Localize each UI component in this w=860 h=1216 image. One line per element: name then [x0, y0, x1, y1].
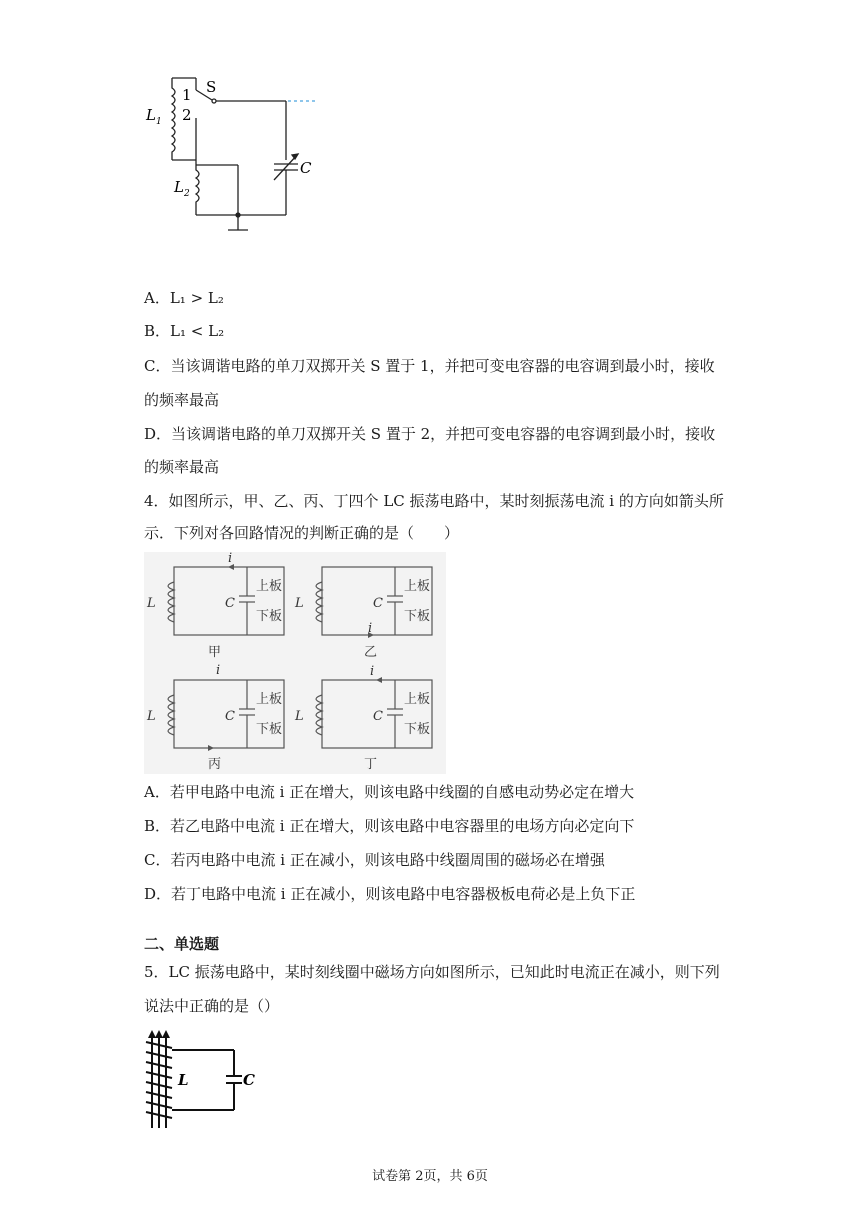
circuit-jia-l-label: L [147, 596, 156, 611]
circuit-bing-l-label: L [147, 709, 156, 724]
circuit-ding-bottom-plate: 下板 [404, 722, 431, 737]
terminal-2-label: 2 [182, 106, 192, 124]
q4-option-d: D．若丁电路中电流 i 正在减小，则该电路中电容器极板电荷必是上负下正 [144, 885, 636, 903]
circuit-ding-top-plate: 上板 [404, 692, 431, 707]
q4-stem-line2: 示．下列对各回路情况的判断正确的是（ ） [144, 524, 460, 542]
circuit-yi-top-plate: 上板 [404, 579, 431, 594]
circuit-yi-bottom-plate: 下板 [404, 609, 431, 624]
q4-stem-line1: 4．如图所示，甲、乙、丙、丁四个 LC 振荡电路中，某时刻振荡电流 i 的方向如箭头所 [144, 492, 724, 510]
page-footer: 试卷第 2页，共 6页 [372, 1169, 488, 1184]
q5-stem-line2: 说法中正确的是（） [144, 997, 280, 1015]
circuit-ding-l-label: L [295, 709, 304, 724]
capacitor-c-label: C [243, 1071, 255, 1089]
circuit-jia-name: 甲 [208, 645, 222, 660]
circuit-ding-c-label: C [373, 709, 383, 724]
switch-label: S [206, 78, 217, 96]
q3-option-c-line1: C．当该调谐电路的单刀双掷开关 S 置于 1，并把可变电容器的电容调到最小时，接收 [144, 357, 715, 375]
circuit-bing-current-label: i [216, 663, 221, 678]
tuning-circuit-figure [140, 70, 330, 240]
q4-option-c: C．若丙电路中电流 i 正在减小，则该电路中线圈周围的磁场必在增强 [144, 851, 605, 869]
l2-label: $L_2$ [174, 178, 190, 199]
q4-option-a: A．若甲电路中电流 i 正在增大，则该电路中线圈的自感电动势必定在增大 [144, 783, 635, 801]
circuit-yi-current-label: i [368, 621, 373, 636]
circuit-bing-c-label: C [225, 709, 235, 724]
circuit-yi-l-label: L [295, 596, 304, 611]
circuit-jia-current-label: i [228, 552, 233, 566]
q5-stem-line1: 5．LC 振荡电路中，某时刻线圈中磁场方向如图所示，已知此时电流正在减小，则下列 [144, 963, 720, 981]
q4-option-b: B．若乙电路中电流 i 正在增大，则该电路中电容器里的电场方向必定向下 [144, 817, 635, 835]
circuit-bing-bottom-plate: 下板 [256, 722, 283, 737]
coil-magnetic-field-figure [140, 1030, 260, 1130]
q3-option-a: A．L₁ > L₂ [144, 289, 224, 307]
terminal-1-label: 1 [182, 86, 192, 104]
circuit-bing-top-plate: 上板 [256, 692, 283, 707]
four-lc-circuits-figure [144, 552, 446, 774]
q3-option-d-line1: D．当该调谐电路的单刀双掷开关 S 置于 2，并把可变电容器的电容调到最小时，接收 [144, 425, 716, 443]
circuit-jia-top-plate: 上板 [256, 579, 283, 594]
circuit-jia-c-label: C [225, 596, 235, 611]
q3-option-b: B．L₁ < L₂ [144, 322, 225, 340]
circuit-yi-name: 乙 [364, 645, 378, 660]
l1-label: $L_1$ [146, 106, 162, 127]
circuit-jia-bottom-plate: 下板 [256, 609, 283, 624]
q3-option-c-line2: 的频率最高 [144, 391, 220, 409]
capacitor-label: C [300, 159, 312, 177]
coil-l-label: L [178, 1071, 189, 1089]
circuit-yi-c-label: C [373, 596, 383, 611]
q3-option-d-line2: 的频率最高 [144, 458, 220, 476]
circuit-ding-current-label: i [370, 664, 375, 679]
circuit-bing-name: 丙 [208, 757, 222, 772]
section-title: 二、单选题 [144, 935, 220, 953]
circuit-ding-name: 丁 [364, 757, 378, 772]
